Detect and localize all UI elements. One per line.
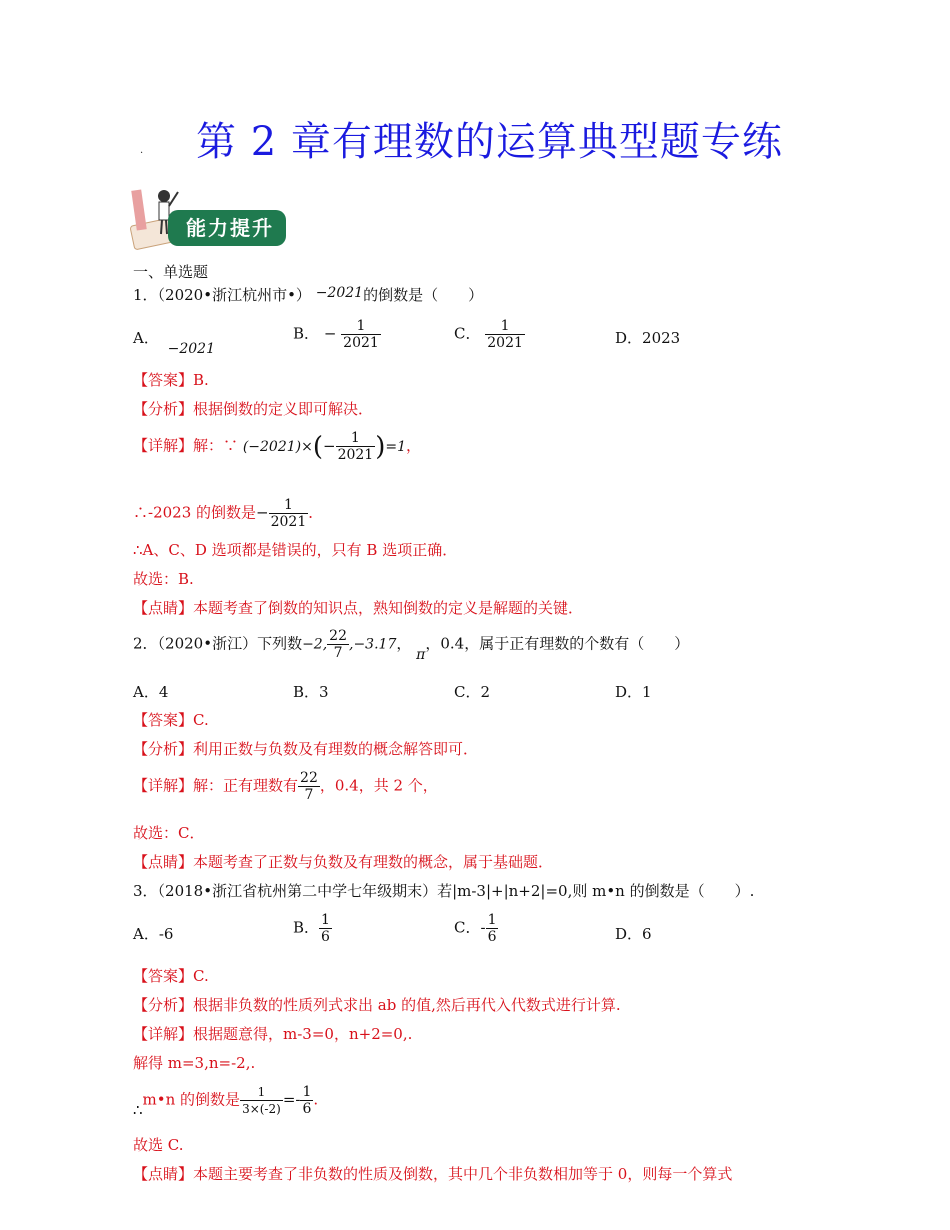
q1-option-b-sign: − <box>323 324 337 343</box>
q1-tail: 的倒数是（ ） <box>363 286 484 304</box>
q3-conclusion-eq: =- <box>282 1090 301 1109</box>
q1-stem-text: 1．（2020•浙江杭州市•） <box>133 286 311 304</box>
frac-den: 7 <box>327 644 349 661</box>
q2-option-a: A．4 <box>133 683 169 701</box>
q3-option-c-label: C． <box>454 918 481 937</box>
frac-num: 22 <box>329 628 347 644</box>
frac-den: 2021 <box>337 447 374 463</box>
q1-line2-sign: − <box>256 503 269 522</box>
q3-conclusion-fraction <box>240 1084 283 1117</box>
frac-den: 2021 <box>487 335 523 351</box>
q1-option-a-value: −2021 <box>167 341 215 357</box>
q1-note <box>133 598 583 618</box>
q3-answer: 【答案】C. <box>133 967 209 985</box>
frac-den: 7 <box>298 786 320 803</box>
q2-stem-text: 2．（2020•浙江）下列数 <box>133 634 303 653</box>
q2-option-b: B．3 <box>293 683 329 701</box>
q2-option-d: D．1 <box>615 683 652 701</box>
format-mark: · <box>140 148 144 159</box>
q1-detail-end: ， <box>406 436 422 455</box>
q2-detail <box>133 770 438 803</box>
q1-option-c <box>454 318 525 351</box>
q3-conclusion-fraction-2 <box>300 1084 313 1117</box>
frac-den: 6 <box>487 929 497 945</box>
q3-option-d: D．6 <box>615 925 652 943</box>
frac-num: 1 <box>302 1084 312 1100</box>
q1-option-b-label: B． <box>293 324 320 343</box>
q3-analysis-text: 根据非负数的性质列式求出 ab 的值,然后再代入代数式进行计算. <box>193 996 621 1014</box>
q1-option-c-label: C． <box>454 324 481 343</box>
q3-option-b-fraction <box>319 912 332 945</box>
q3-choose: 故选 C. <box>133 1136 184 1154</box>
frac-num: 1 <box>257 1085 266 1099</box>
frac-num: 22 <box>300 770 318 786</box>
q1-line2-pre: ∴-2023 的倒数是 <box>133 503 257 522</box>
q1-detail-math <box>242 430 406 463</box>
frac-den: 2021 <box>270 514 307 530</box>
q3-option-a: A．-6 <box>133 925 174 943</box>
q3-option-b <box>293 912 332 945</box>
q1-option-a <box>133 328 215 357</box>
q3-detail-text: 根据题意得，m-3=0，n+2=0,. <box>193 1025 413 1043</box>
frac-num: 1 <box>356 318 366 334</box>
q3-option-c <box>454 912 498 945</box>
q1-expr: −2021 <box>315 285 364 301</box>
q1-option-b <box>293 318 381 351</box>
q2-option-c: C．2 <box>454 683 491 701</box>
q3-conclusion-text: m•n 的倒数是 <box>142 1090 241 1109</box>
q2-fraction <box>327 628 349 661</box>
frac-num: 1 <box>283 497 293 513</box>
q3-detail-tag: 【详解】 <box>133 1025 194 1043</box>
q1-analysis-text: 根据倒数的定义即可解决． <box>193 400 374 418</box>
q3-conclusion-end: . <box>313 1090 319 1109</box>
q2-pi: π <box>416 646 426 663</box>
q3-analysis-tag: 【分析】 <box>133 996 194 1014</box>
q2-expr-b: ,−3.17 <box>349 636 397 653</box>
q3-conclusion <box>133 1084 318 1117</box>
page-title: 第 2 章有理数的运算典型题专练 <box>196 119 783 165</box>
q3-note-tag: 【点睛】 <box>133 1165 194 1183</box>
q1-option-b-fraction <box>341 318 381 351</box>
q2-choose: 故选：C． <box>133 824 205 842</box>
q1-detail-pre: 解：∵ <box>193 436 239 455</box>
q2-expr-a: −2, <box>302 636 328 653</box>
q3-analysis <box>133 995 621 1015</box>
q1-line2-fraction <box>269 497 309 530</box>
q1-answer: 【答案】B. <box>133 371 209 389</box>
q3-note-text: 本题主要考查了非负数的性质及倒数，其中几个非负数相加等于 0，则每一个算式 <box>193 1165 733 1183</box>
q1-detail-product: (−2021)× <box>242 438 313 455</box>
question-2-stem <box>133 628 689 661</box>
q1-analysis-tag: 【分析】 <box>133 400 194 418</box>
q1-note-text: 本题考查了倒数的知识点，熟知倒数的定义是解题的关键． <box>193 599 584 617</box>
q2-analysis <box>133 739 478 759</box>
q1-line3: ∴A、C、D 选项都是错误的，只有 B 选项正确． <box>133 541 458 559</box>
q1-option-c-fraction <box>485 318 525 351</box>
q1-option-d: D．2023 <box>615 329 681 347</box>
frac-num: 1 <box>350 430 360 446</box>
q1-detail <box>133 430 421 463</box>
q1-close-paren: ) <box>375 431 386 462</box>
q3-detail <box>133 1024 412 1044</box>
question-1-stem <box>133 285 483 306</box>
q3-solve: 解得 m=3,n=-2,. <box>133 1054 256 1072</box>
q2-detail-pre: 解：正有理数有 <box>193 776 299 795</box>
therefore-symbol: ∴ <box>133 1100 143 1119</box>
q3-option-c-sign: - <box>480 918 486 937</box>
question-3-stem: 3．（2018•浙江省杭州第二中学七年级期末）若|m-3|+|n+2|=0,则 m•n 的倒数是（ ）. <box>133 882 755 900</box>
section-heading: 一、单选题 <box>133 263 209 281</box>
q2-detail-tag: 【详解】 <box>133 776 194 795</box>
q3-option-b-label: B． <box>293 918 320 937</box>
q1-open-paren: ( <box>312 431 323 462</box>
q1-choose: 故选：B. <box>133 570 194 588</box>
q2-mid: ， <box>396 634 412 653</box>
q1-detail-fraction <box>336 430 376 463</box>
q3-note <box>133 1164 732 1184</box>
frac-num: 1 <box>487 912 497 928</box>
q2-analysis-text: 利用正数与负数及有理数的概念解答即可． <box>193 740 479 758</box>
q1-note-tag: 【点睛】 <box>133 599 194 617</box>
q1-detail-eq: =1 <box>385 438 406 455</box>
q1-line2 <box>133 497 323 530</box>
frac-num: 1 <box>321 912 330 928</box>
q1-analysis <box>133 399 373 419</box>
q2-detail-fraction <box>298 770 320 803</box>
q3-option-c-fraction <box>486 912 499 945</box>
q2-tail: ，0.4，属于正有理数的个数有（ ） <box>425 634 690 653</box>
q2-note-tag: 【点睛】 <box>133 853 194 871</box>
q1-line2-end: ． <box>308 503 324 522</box>
frac-den: 2021 <box>343 335 379 351</box>
q1-detail-tag: 【详解】 <box>133 436 194 455</box>
q1-detail-sign: − <box>322 436 336 455</box>
frac-den: 3×(-2) <box>242 1102 281 1116</box>
q2-detail-post: ，0.4，共 2 个， <box>319 776 438 795</box>
q2-answer: 【答案】C. <box>133 711 209 729</box>
frac-num: 1 <box>500 318 510 334</box>
section-badge: 能力提升 <box>168 210 286 246</box>
q2-note <box>133 852 553 872</box>
q2-analysis-tag: 【分析】 <box>133 740 194 758</box>
frac-den: 6 <box>302 1101 312 1117</box>
q2-note-text: 本题考查了正数与负数及有理数的概念，属于基础题． <box>193 853 554 871</box>
frac-den: 6 <box>321 929 330 945</box>
q1-option-a-label: A． <box>133 329 159 347</box>
